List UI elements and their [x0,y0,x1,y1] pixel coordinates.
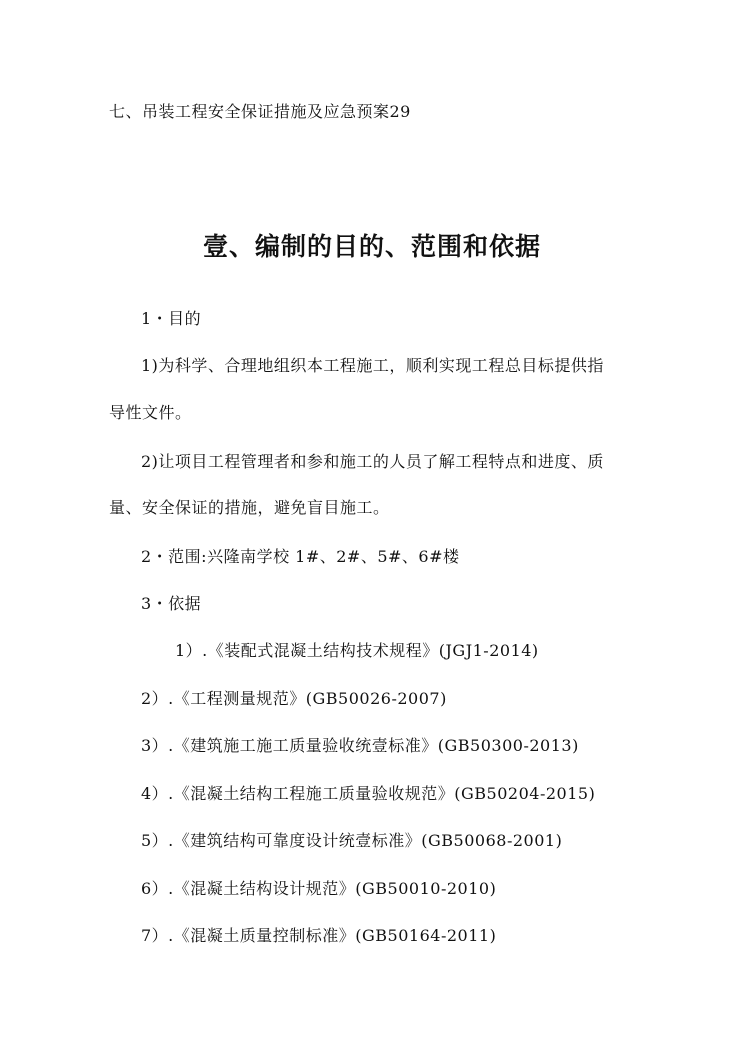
reference-item: 2）.《工程测量规范》(GB50026-2007) [141,689,447,708]
reference-item: 1）.《装配式混凝土结构技术规程》(JGJ1-2014) [175,641,539,660]
section1-para1-line2: 导性文件。 [109,403,192,422]
reference-item: 3）.《建筑施工施工质量验收统壹标准》(GB50300-2013) [141,736,579,755]
reference-item: 4）.《混凝土结构工程施工质量验收规范》(GB50204-2015) [141,784,596,803]
section-heading: 壹、编制的目的、范围和依据 [202,232,541,261]
section1-para2-line2: 量、安全保证的措施，避免盲目施工。 [109,498,390,517]
toc-entry: 七、吊装工程安全保证措施及应急预案29 [109,102,411,121]
section3-title: 3・依据 [141,594,202,613]
section1-para2-line1: 2)让项目工程管理者和参和施工的人员了解工程特点和进度、质 [141,452,604,471]
section1-para1-line1: 1)为科学、合理地组织本工程施工，顺利实现工程总目标提供指 [141,356,604,375]
section2-title: 2・范围:兴隆南学校 1#、2#、5#、6#楼 [141,547,460,566]
section1-title: 1・目的 [141,309,202,328]
reference-item: 7）.《混凝土质量控制标准》(GB50164-2011) [141,926,497,945]
reference-item: 5）.《建筑结构可靠度设计统壹标准》(GB50068-2001) [141,831,563,850]
reference-item: 6）.《混凝土结构设计规范》(GB50010-2010) [141,879,497,898]
